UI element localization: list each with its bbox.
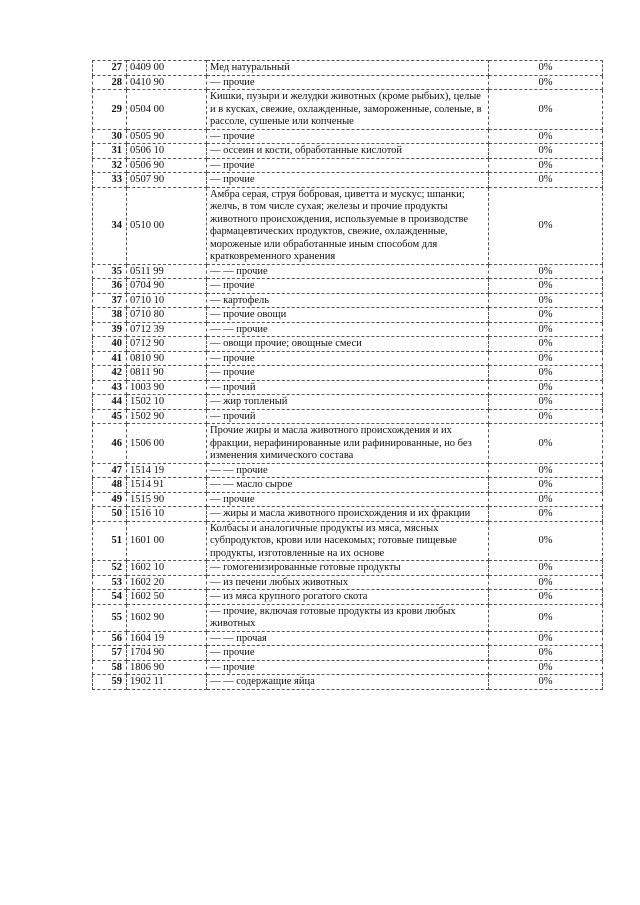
table-row <box>93 158 603 173</box>
table-row <box>93 75 603 90</box>
duty-rate: 0% <box>489 492 603 507</box>
duty-rate: 0% <box>489 158 603 173</box>
tariff-code: 1602 20 <box>127 575 207 590</box>
row-number: 43 <box>93 380 127 395</box>
goods-description: — прочий <box>207 380 489 395</box>
goods-description: — прочие <box>207 75 489 90</box>
goods-description: — — прочие <box>207 264 489 279</box>
duty-rate: 0% <box>489 424 603 464</box>
duty-rate: 0% <box>489 308 603 323</box>
row-number: 57 <box>93 646 127 661</box>
tariff-code: 0409 00 <box>127 61 207 76</box>
goods-description: — — прочие <box>207 463 489 478</box>
row-number: 42 <box>93 366 127 381</box>
tariff-code: 1601 00 <box>127 521 207 561</box>
row-number: 33 <box>93 173 127 188</box>
duty-rate: 0% <box>489 604 603 631</box>
table-row <box>93 264 603 279</box>
table-row <box>93 590 603 605</box>
goods-description: — из мяса крупного рогатого скота <box>207 590 489 605</box>
row-number: 35 <box>93 264 127 279</box>
goods-description: — прочие <box>207 173 489 188</box>
tariff-code: 0704 90 <box>127 279 207 294</box>
duty-rate: 0% <box>489 279 603 294</box>
duty-rate: 0% <box>489 395 603 410</box>
goods-description: — прочий <box>207 409 489 424</box>
table-row <box>93 293 603 308</box>
duty-rate: 0% <box>489 75 603 90</box>
table-row <box>93 279 603 294</box>
row-number: 56 <box>93 631 127 646</box>
goods-description: Колбасы и аналогичные продукты из мяса, мясных субпродуктов, крови или насекомых; готовые пищевые продукты, изготовленные на их основе <box>207 521 489 561</box>
duty-rate: 0% <box>489 61 603 76</box>
tariff-code: 1902 11 <box>127 675 207 690</box>
duty-rate: 0% <box>489 575 603 590</box>
duty-rate: 0% <box>489 264 603 279</box>
tariff-code: 0810 90 <box>127 351 207 366</box>
tariff-code: 1602 50 <box>127 590 207 605</box>
table-body <box>93 61 603 690</box>
row-number: 37 <box>93 293 127 308</box>
duty-rate: 0% <box>489 144 603 159</box>
row-number: 31 <box>93 144 127 159</box>
duty-rate: 0% <box>489 675 603 690</box>
row-number: 29 <box>93 90 127 130</box>
tariff-code: 1502 10 <box>127 395 207 410</box>
table-row <box>93 660 603 675</box>
goods-description: Прочие жиры и масла животного происхождения и их фракции, нерафинированные или рафинированные, но без изменения химического состава <box>207 424 489 464</box>
row-number: 34 <box>93 187 127 264</box>
table-row <box>93 144 603 159</box>
row-number: 52 <box>93 561 127 576</box>
table-row <box>93 675 603 690</box>
table-row <box>93 322 603 337</box>
tariff-code: 0510 00 <box>127 187 207 264</box>
row-number: 32 <box>93 158 127 173</box>
goods-description: — прочие <box>207 646 489 661</box>
table-row <box>93 187 603 264</box>
row-number: 49 <box>93 492 127 507</box>
goods-description: — — прочие <box>207 322 489 337</box>
table-row <box>93 561 603 576</box>
row-number: 38 <box>93 308 127 323</box>
table-row <box>93 507 603 522</box>
row-number: 47 <box>93 463 127 478</box>
tariff-code: 0504 00 <box>127 90 207 130</box>
duty-rate: 0% <box>489 507 603 522</box>
tariff-code: 1604 19 <box>127 631 207 646</box>
table-row <box>93 351 603 366</box>
tariff-code: 0712 39 <box>127 322 207 337</box>
tariff-code: 1514 19 <box>127 463 207 478</box>
duty-rate: 0% <box>489 322 603 337</box>
goods-description: — овощи прочие; овощные смеси <box>207 337 489 352</box>
tariff-code: 1502 90 <box>127 409 207 424</box>
row-number: 28 <box>93 75 127 90</box>
table-row <box>93 646 603 661</box>
goods-description: — прочие <box>207 492 489 507</box>
row-number: 27 <box>93 61 127 76</box>
table-row <box>93 308 603 323</box>
table-row <box>93 478 603 493</box>
goods-description: Амбра серая, струя бобровая, циветта и мускус; шпанки; желчь, в том числе сухая; железы и прочие продукты животного происхождения, используемые в производстве фармацевтических продуктов, свежие, охлажденные, мороженые или обработанные иным способом для кратковременного хранения <box>207 187 489 264</box>
duty-rate: 0% <box>489 173 603 188</box>
row-number: 48 <box>93 478 127 493</box>
duty-rate: 0% <box>489 590 603 605</box>
duty-rate: 0% <box>489 380 603 395</box>
goods-description: Мед натуральный <box>207 61 489 76</box>
tariff-code: 1602 10 <box>127 561 207 576</box>
row-number: 51 <box>93 521 127 561</box>
tariff-code: 0710 80 <box>127 308 207 323</box>
tariff-code: 0506 90 <box>127 158 207 173</box>
goods-description: — картофель <box>207 293 489 308</box>
duty-rate: 0% <box>489 478 603 493</box>
row-number: 59 <box>93 675 127 690</box>
table-row <box>93 337 603 352</box>
table-row <box>93 173 603 188</box>
tariff-code: 0505 90 <box>127 129 207 144</box>
duty-rate: 0% <box>489 631 603 646</box>
duty-rate: 0% <box>489 366 603 381</box>
table-row <box>93 631 603 646</box>
duty-rate: 0% <box>489 293 603 308</box>
goods-description: — жиры и масла животного происхождения и их фракции <box>207 507 489 522</box>
goods-description: — оссеин и кости, обработанные кислотой <box>207 144 489 159</box>
tariff-code: 1602 90 <box>127 604 207 631</box>
tariff-code: 1003 90 <box>127 380 207 395</box>
row-number: 58 <box>93 660 127 675</box>
tariff-code: 0811 90 <box>127 366 207 381</box>
goods-description: — гомогенизированные готовые продукты <box>207 561 489 576</box>
table-row <box>93 521 603 561</box>
tariff-code: 1516 10 <box>127 507 207 522</box>
duty-rate: 0% <box>489 351 603 366</box>
tariff-code: 0506 10 <box>127 144 207 159</box>
goods-description: — жир топленый <box>207 395 489 410</box>
duty-rate: 0% <box>489 561 603 576</box>
goods-description: — из печени любых животных <box>207 575 489 590</box>
row-number: 39 <box>93 322 127 337</box>
row-number: 45 <box>93 409 127 424</box>
table-row <box>93 575 603 590</box>
duty-rate: 0% <box>489 521 603 561</box>
goods-description: — — масло сырое <box>207 478 489 493</box>
goods-description: — прочие <box>207 351 489 366</box>
table-row <box>93 492 603 507</box>
tariff-code: 1704 90 <box>127 646 207 661</box>
goods-description: — прочие <box>207 366 489 381</box>
duty-rate: 0% <box>489 409 603 424</box>
tariff-code: 0507 90 <box>127 173 207 188</box>
table-row <box>93 409 603 424</box>
table-row <box>93 395 603 410</box>
goods-description: — прочие <box>207 279 489 294</box>
goods-description: — прочие <box>207 129 489 144</box>
tariff-code: 1515 90 <box>127 492 207 507</box>
tariff-code: 0710 10 <box>127 293 207 308</box>
row-number: 54 <box>93 590 127 605</box>
tariff-code: 1506 00 <box>127 424 207 464</box>
duty-rate: 0% <box>489 187 603 264</box>
row-number: 36 <box>93 279 127 294</box>
duty-rate: 0% <box>489 129 603 144</box>
table-row <box>93 424 603 464</box>
goods-description: — прочие, включая готовые продукты из крови любых животных <box>207 604 489 631</box>
row-number: 41 <box>93 351 127 366</box>
table-row <box>93 604 603 631</box>
row-number: 40 <box>93 337 127 352</box>
row-number: 30 <box>93 129 127 144</box>
table-row <box>93 90 603 130</box>
duty-rate: 0% <box>489 337 603 352</box>
duty-rate: 0% <box>489 90 603 130</box>
row-number: 46 <box>93 424 127 464</box>
tariff-code: 0712 90 <box>127 337 207 352</box>
table-row <box>93 366 603 381</box>
goods-description: — — прочая <box>207 631 489 646</box>
row-number: 55 <box>93 604 127 631</box>
goods-description: — прочие <box>207 660 489 675</box>
tariff-code: 1806 90 <box>127 660 207 675</box>
goods-description: Кишки, пузыри и желудки животных (кроме рыбьих), целые и в кусках, свежие, охлажденные, замороженные, соленые, в рассоле, сушеные или копченые <box>207 90 489 130</box>
duty-rate: 0% <box>489 646 603 661</box>
tariff-code: 0410 90 <box>127 75 207 90</box>
row-number: 53 <box>93 575 127 590</box>
row-number: 50 <box>93 507 127 522</box>
duty-rate: 0% <box>489 463 603 478</box>
row-number: 44 <box>93 395 127 410</box>
goods-description: — — содержащие яйца <box>207 675 489 690</box>
tariff-code: 1514 91 <box>127 478 207 493</box>
duty-rate: 0% <box>489 660 603 675</box>
table-row <box>93 129 603 144</box>
goods-description: — прочие овощи <box>207 308 489 323</box>
tariff-table <box>92 60 603 690</box>
table-row <box>93 380 603 395</box>
tariff-code: 0511 99 <box>127 264 207 279</box>
table-row <box>93 463 603 478</box>
goods-description: — прочие <box>207 158 489 173</box>
table-row <box>93 61 603 76</box>
